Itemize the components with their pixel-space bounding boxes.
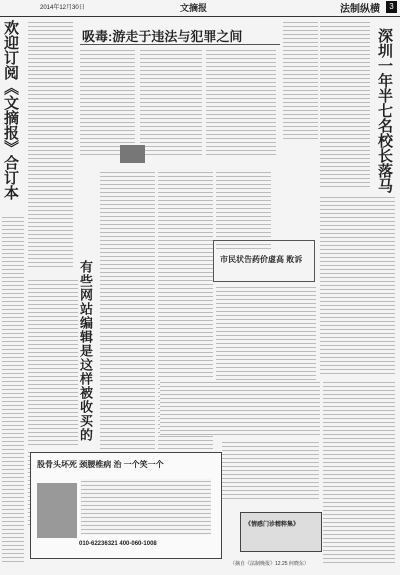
ad-text xyxy=(81,479,211,535)
issue-date: 2014年12月30日 xyxy=(40,5,85,11)
column-text xyxy=(100,170,155,450)
box-headline: 市民状告药价虚高 败诉 xyxy=(220,255,303,264)
book-ad-title: 《情感门诊精粹集》 xyxy=(245,522,300,528)
column-text xyxy=(216,285,316,380)
source-note: （摘自《法制晚报》12.25 何晓东） xyxy=(230,561,309,567)
section-title: 法制纵横 xyxy=(340,4,380,15)
column-text xyxy=(28,278,78,448)
column-text xyxy=(320,195,395,375)
main-headline: 吸毒:游走于违法与犯罪之间 xyxy=(82,29,243,44)
column-text xyxy=(206,48,276,158)
medical-ad xyxy=(30,452,222,559)
column-text xyxy=(222,440,319,500)
masthead: 文摘报 xyxy=(180,4,208,14)
page-number: 3 xyxy=(386,1,397,13)
page-header xyxy=(0,0,400,17)
ad-headline: 股骨头坏死 颈腰椎病 治 一个笑一个 xyxy=(37,460,164,469)
book-ad xyxy=(240,512,322,552)
box-story xyxy=(213,240,315,282)
ad-phone: 010-62236321 400-060-1008 xyxy=(79,541,157,547)
left-strip-text xyxy=(2,215,24,565)
column-text xyxy=(140,48,202,158)
ad-photo xyxy=(37,483,77,538)
right-headline: 深圳一年半七名校长落马 xyxy=(376,28,392,193)
article-photo xyxy=(120,145,145,163)
middle-story-headline: 有些网站编辑是这样被收买的 xyxy=(78,260,93,442)
column-text xyxy=(80,48,135,158)
column-text xyxy=(320,20,370,190)
column-text xyxy=(160,380,320,435)
column-text xyxy=(323,380,395,565)
column-text xyxy=(28,20,73,270)
column-text xyxy=(283,20,318,140)
divider xyxy=(80,44,280,45)
column-text xyxy=(216,170,271,250)
subscribe-banner: 欢迎订阅《文摘报》合订本 xyxy=(2,20,18,200)
